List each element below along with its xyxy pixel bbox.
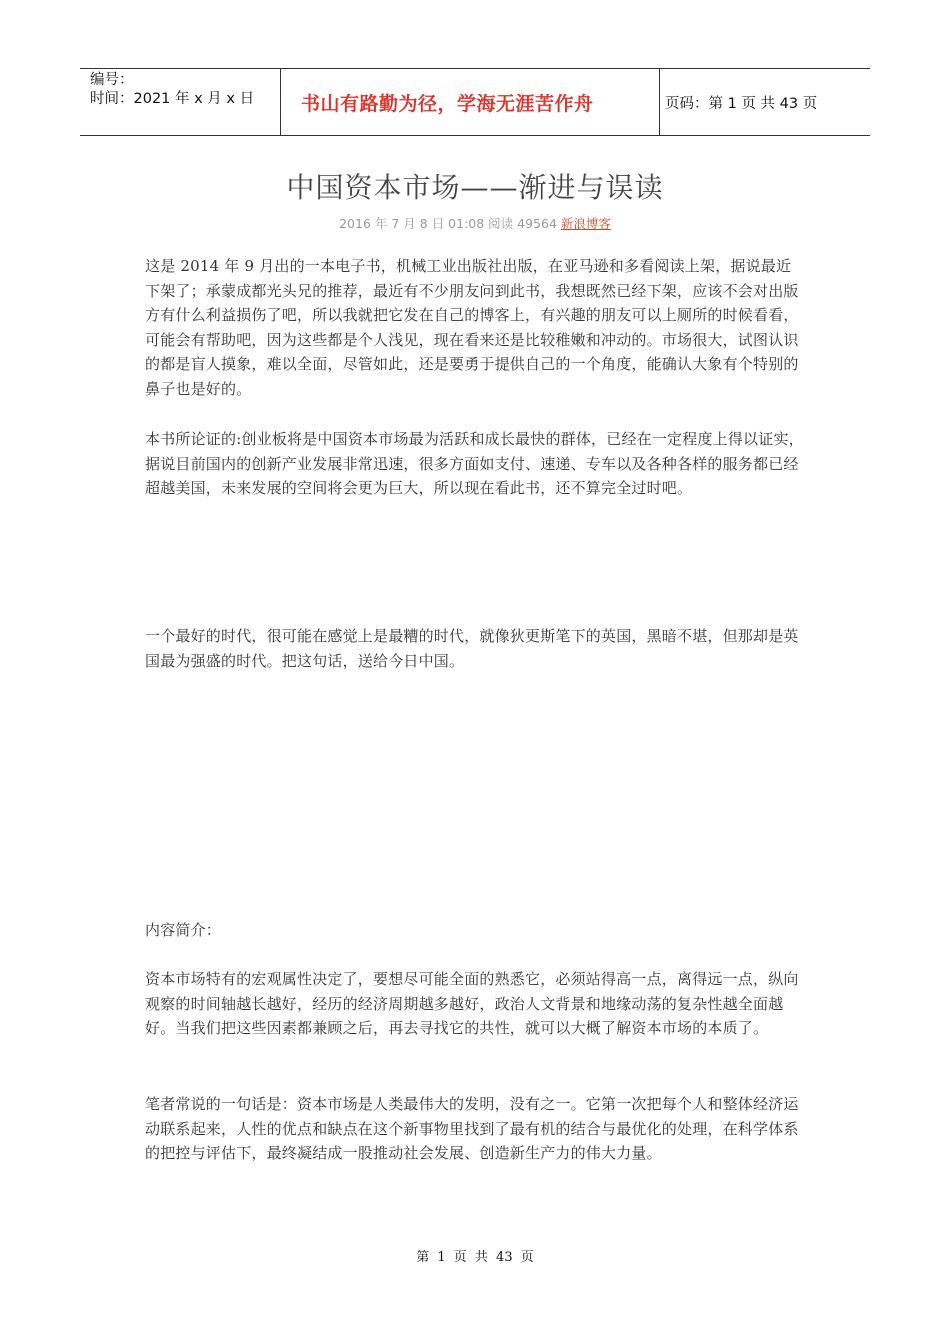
source-link[interactable]: 新浪博客 (560, 216, 611, 231)
header-info-cell (80, 69, 281, 135)
paragraph-intro: 这是 2014 年 9 月出的一本电子书，机械工业出版社出版，在亚马逊和多看阅读上架，据说最近下架了；承蒙成都光头兄的推荐，最近有不少朋友问到此书，我想既然已经下架，应该不会对出版方有什么利益损伤了吧，所以我就把它发在自己的博客上，有兴趣的朋友可以上厕所的时候看看，可能会有帮助吧，因为这些都是个人浅见，现在看来还是比较稚嫩和冲动的。市场很大，试图认识的都是盲人摸象，难以全面，尽管如此，还是要勇于提供自己的一个角度，能确认大象有个特别的鼻子也是好的。 (145, 257, 799, 398)
paragraph-summary: 资本市场特有的宏观属性决定了，要想尽可能全面的熟悉它，必须站得高一点，离得远一点，纵向观察的时间轴越长越好，经历的经济周期越多越好，政治人文背景和地缘动荡的复杂性越全面越好。当我们把这些因素都兼顾之后，再去寻找它的共性，就可以大概了解资本市场的本质了。 (145, 970, 799, 1037)
header-motto-cell (281, 69, 660, 135)
meta-text: 2016 年 7 月 8 日 01:08 阅读 49564 (339, 216, 561, 231)
time-label: 时间：2021 年 x 月 x 日 (90, 91, 255, 107)
header-page-cell (660, 69, 870, 135)
motto-text: 书山有路勤为径，学海无涯苦作舟 (301, 92, 594, 115)
paragraph-thesis: 本书所论证的:创业板将是中国资本市场最为活跃和成长最快的群体，已经在一定程度上得以证实，据说目前国内的创新产业发展非常迅速，很多方面如支付、速递、专车以及各种各样的服务都已经超越美国，未来发展的空间将会更为巨大，所以现在看此书，还不算完全过时吧。 (145, 430, 804, 497)
page-footer: 第 1 页 共 43 页 (416, 1250, 534, 1265)
paragraph-quote: 一个最好的时代，很可能在感觉上是最糟的时代，就像狄更斯笔下的英国，黑暗不堪，但那却是英国最为强盛的时代。把这句话，送给今日中国。 (145, 627, 799, 670)
article-title: 中国资本市场——渐进与误读 (286, 171, 664, 204)
document-header (80, 68, 870, 136)
section-heading-summary: 内容简介： (145, 921, 222, 939)
number-label: 编号： (90, 72, 134, 88)
paragraph-author-view: 笔者常说的一句话是：资本市场是人类最伟大的发明，没有之一。它第一次把每个人和整体经济运动联系起来，人性的优点和缺点在这个新事物里找到了最有机的结合与最优化的处理，在科学体系的把控与评估下，最终凝结成一股推动社会发展、创造新生产力的伟大力量。 (145, 1095, 799, 1162)
page-info: 页码：第 1 页 共 43 页 (665, 95, 818, 112)
article-meta (0, 214, 950, 232)
